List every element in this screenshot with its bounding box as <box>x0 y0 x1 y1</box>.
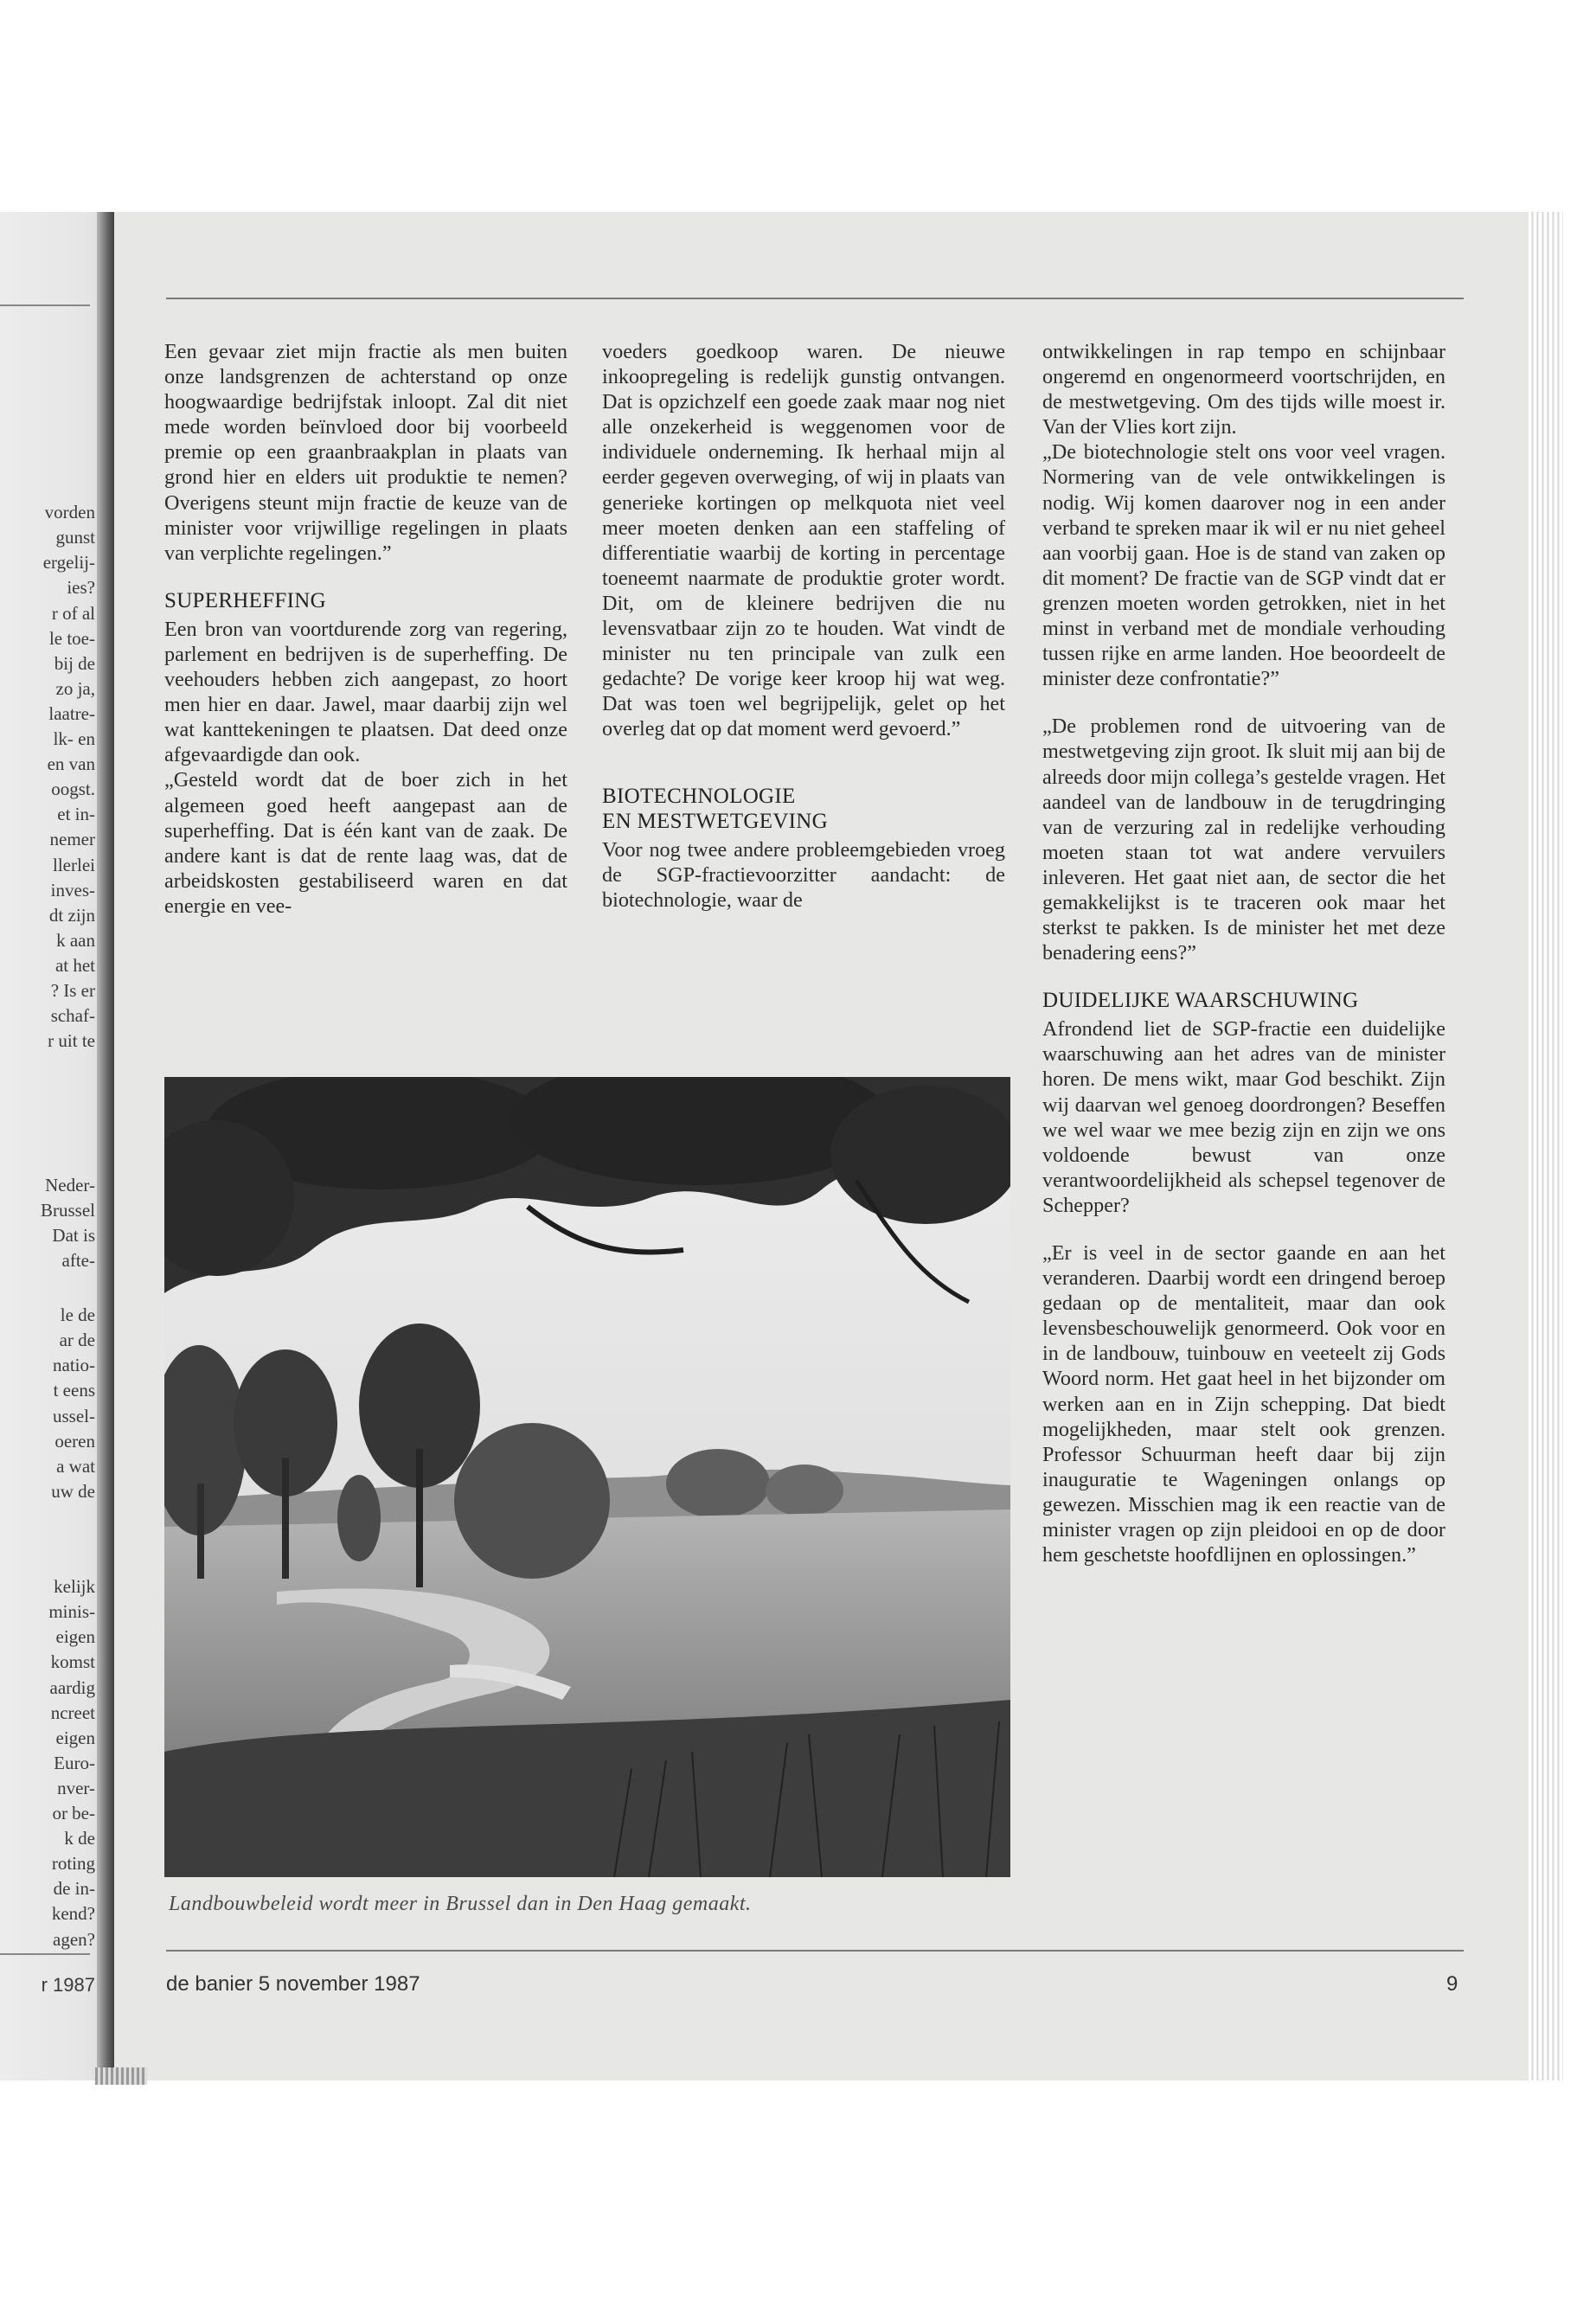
spine-binding <box>95 2067 147 2085</box>
paragraph: voeders goedkoop waren. De nieuwe inkoopregeling is redelijk gunstig ontvangen. Dat is opzichzelf een goede zaak maar nog niet alle onzekerheid is weggenomen voor de individuele onderneming. Ik herhaal mijn al eerder gegeven overweging, of wij in plaats van generieke kortingen op melkquota niet veel meer moeten denken aan een staffeling of differentiatie waarbij de korting in percentage toeneemt naarmate de produktie groter wordt. Dit, om de kleinere bedrijven die nu levensvatbaar zijn zo te houden. Wat vindt de minister nu ten principale van zulk een gedachte? De vorige keer kroop hij wat weg. Dat was toen wel begrijpelijk, gelet op het overleg dat op dat moment werd gevoerd.” <box>602 340 1005 741</box>
paragraph: ontwikkelingen in rap tempo en schijnbaar ongeremd en ongenormeerd voortschrijden, en de mestwetgeving. Om des tijds wille moest ir. Van der Vlies kort zijn. <box>1042 340 1445 439</box>
article-column-1 <box>164 339 567 919</box>
facing-page-footer-rule <box>0 1953 90 1955</box>
landscape-photo <box>164 1077 1010 1877</box>
paragraph: „De problemen rond de uitvoering van de mestwetgeving zijn groot. Ik sluit mij aan bij de alreeds door mijn collega’s gestelde vragen. Het aandeel van de landbouw in de terugdringing van de verzuring zal in redelijke verhouding moeten staan tot wat andere vervuilers inleveren. Het gaat niet aan, de sector die het gemakkelijkst is te traceren ook maar het sterkst te pakken. Is de minister het met deze benadering eens?” <box>1042 715 1445 965</box>
facing-page-text-bottom: kelijk minis- eigen komst aardig ncreet eigen Euro- nver- or be- k de roting de in- kend? agen? <box>48 1576 95 1950</box>
book-spine-fold <box>97 212 114 2080</box>
page-edges <box>1529 212 1563 2080</box>
facing-page-text-mid: Neder- Brussel Dat is afte- <box>41 1175 95 1272</box>
facing-page-text-top: vorden gunst ergelij- ies? r of al le toe- bij de zo ja, laatre- lk- en en van oogst. et in- nemer llerlei inves- dt zijn k aan at het ? Is er schaf- r uit te <box>42 502 95 1052</box>
paragraph: Afrondend liet de SGP-fractie een duidelijke waarschuwing aan het adres van de minister horen. De mens wikt, maar God beschikt. Zijn wij daarvan wel genoeg doordrongen? Beseffen we wel waar we mee bezig zijn en zijn we ons voldoende bewust van onze verantwoordelijkheid als schepsel tegenover de Schepper? <box>1042 1017 1445 1217</box>
heading-biotechnologie: BIOTECHNOLOGIE <box>602 784 796 808</box>
paragraph: Een gevaar ziet mijn fractie als men buiten onze landsgrenzen de achterstand op onze hoogwaardige bedrijfstak inloopt. Zal dit niet mede worden beïnvloed door bij voorbeeld premie op een graanbraakplan in plaats van grond hier en elders uit produktie te nemen? Overigens steunt mijn fractie de keuze van de minister voor vrijwillige regelingen in plaats van verplichte regelingen.” <box>164 340 567 565</box>
facing-page-text-mid2: le de ar de natio- t eens ussel- oeren a wat uw de <box>51 1304 95 1502</box>
publication-line: de banier 5 november 1987 <box>166 1972 420 1996</box>
footer-rule <box>166 1950 1464 1952</box>
top-rule <box>166 298 1464 299</box>
page-number: 9 <box>1446 1972 1458 1996</box>
heading-mestwetgeving: EN MESTWETGEVING <box>602 809 829 833</box>
article-column-2 <box>602 339 1005 913</box>
facing-page-year: r 1987 <box>41 1974 95 1996</box>
paragraph: „Gesteld wordt dat de boer zich in het algemeen goed heeft aangepast aan de superheffing. Dat is één kant van de zaak. De andere kant is dat de rente laag was, dat de arbeidskosten gestabiliseerd waren en dat energie en vee- <box>164 768 567 918</box>
paragraph: „De biotechnologie stelt ons voor veel vragen. Normering van de vele ontwikkelingen is nodig. Wij komen daarover nog in een ander verband te spreken maar ik wil er nu niet geheel aan voorbij gaan. Hoe is de stand van zaken op dit moment? De fractie van de SGP vindt dat er grenzen moeten worden getrokken, niet in het minst in verband met de mondiale verhouding tussen rijke en arme landen. Hoe beoordeelt de minister deze confrontatie?” <box>1042 440 1445 691</box>
paragraph: „Er is veel in de sector gaande en aan het veranderen. Daarbij wordt een dringend beroep gedaan op de mentaliteit, maar dan ook levensbeschouwelijk genormeerd. Ook voor en in de landbouw, tuinbouw en veeteelt zij Gods Woord norm. Het gaat heel in het bijzonder om werken aan en in Zijn schepping. Dat biedt mogelijkheden, maar stelt ook grenzen. Professor Schuurman heeft daar bij zijn inauguratie te Wageningen onlangs op gewezen. Misschien mag ik een reactie van de minister vragen op zijn pleidooi en op de door hem geschetste hoofdlijnen en oplossingen.” <box>1042 1241 1445 1567</box>
article-column-3 <box>1042 339 1445 1567</box>
paragraph: Voor nog twee andere probleemgebieden vroeg de SGP-fractievoorzitter aandacht: de biotechnologie, waar de <box>602 837 1005 912</box>
photo-caption: Landbouwbeleid wordt meer in Brussel dan in Den Haag gemaakt. <box>169 1893 752 1915</box>
heading-duidelijke-waarschuwing: DUIDELIJKE WAARSCHUWING <box>1042 989 1359 1013</box>
heading-superheffing: SUPERHEFFING <box>164 588 326 612</box>
facing-page-rule <box>0 304 90 306</box>
paragraph: Een bron van voortdurende zorg van regering, parlement en bedrijven is de superheffing. De veehouders hebben zich aangepast, zo hoort men hier en daar. Jawel, maar daarbij zijn wel wat kanttekeningen te plaatsen. Dat deed onze afgevaardigde dan ook. <box>164 617 567 767</box>
